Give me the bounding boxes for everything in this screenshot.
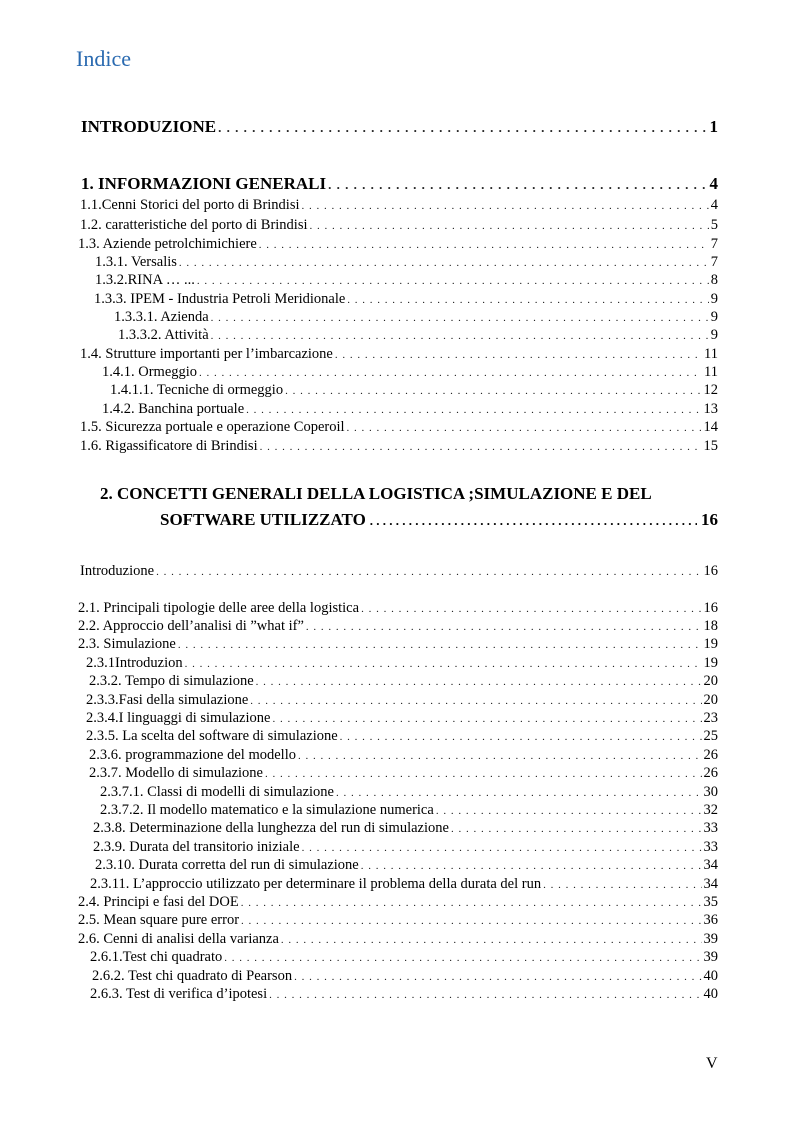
dot-leader: [302, 197, 709, 214]
toc-page: 34: [703, 857, 718, 873]
dot-leader: [241, 912, 701, 929]
dot-leader: [340, 728, 702, 745]
toc-entry[interactable]: [95, 271, 718, 289]
toc-entry[interactable]: [78, 235, 718, 253]
toc-page: 40: [703, 986, 718, 1002]
toc-label: INTRODUZIONE: [81, 117, 217, 136]
toc-entry[interactable]: [80, 437, 718, 455]
toc-label: SOFTWARE UTILIZZATO: [160, 510, 366, 529]
dot-leader: [451, 820, 702, 837]
dot-leader: [256, 673, 702, 690]
toc-label: 1.2. caratteristiche del porto di Brindisi: [80, 217, 308, 233]
toc-page: 25: [703, 728, 718, 744]
toc-page: 12: [703, 382, 718, 398]
toc-entry[interactable]: [102, 400, 718, 418]
toc-entry[interactable]: [78, 930, 718, 948]
dot-leader: [298, 747, 702, 764]
dot-leader: [241, 894, 702, 911]
page-title: Indice: [76, 46, 131, 71]
dot-leader: [185, 655, 702, 672]
dot-leader: [328, 174, 707, 195]
toc-entry[interactable]: [80, 196, 718, 214]
toc-page: 33: [703, 839, 718, 855]
toc-label: 2.3. Simulazione: [78, 636, 176, 652]
toc-label: 2.3.2. Tempo di simulazione: [89, 673, 254, 689]
toc-entry[interactable]: [118, 326, 718, 344]
dot-leader: [246, 401, 701, 418]
toc-entry[interactable]: [86, 654, 718, 672]
toc-entry[interactable]: [95, 253, 718, 271]
toc-label: 2.3.11. L’approccio utilizzato per determinare il problema della durata del run: [90, 876, 542, 892]
toc-label: 2.3.9. Durata del transitorio iniziale: [93, 839, 300, 855]
toc-page: 30: [703, 784, 718, 800]
toc-page: 8: [710, 272, 718, 288]
toc-label: 2.1. Principali tipologie delle aree della logistica: [78, 600, 360, 616]
toc-label: 2.3.5. La scelta del software di simulazione: [86, 728, 338, 744]
dot-leader: [178, 636, 702, 653]
dot-leader: [347, 291, 708, 308]
toc-entry[interactable]: [114, 308, 718, 326]
toc-label: 2.3.3.Fasi della simulazione: [86, 692, 249, 708]
chapter-2-title-line-2: [100, 507, 718, 534]
page-number: V: [706, 1055, 718, 1072]
dot-leader: [197, 272, 709, 289]
toc-page: 33: [703, 820, 718, 836]
toc-page: 26: [703, 747, 718, 763]
dot-leader: [336, 784, 702, 801]
toc-label: 1.3.3.1. Azienda: [114, 309, 209, 325]
toc-page: 23: [703, 710, 718, 726]
dot-leader: [269, 986, 701, 1003]
toc-label: 2.6.3. Test di verifica d’ipotesi: [90, 986, 268, 1002]
toc-entry[interactable]: [86, 727, 718, 745]
toc-label: 1.3. Aziende petrolchimichiere: [78, 236, 257, 252]
toc-label: 2.3.7.1. Classi di modelli di simulazione: [100, 784, 334, 800]
toc-label: 1.4.2. Banchina portuale: [102, 401, 245, 417]
toc-page: 18: [703, 618, 718, 634]
toc-label: 2.3.6. programmazione del modello: [89, 747, 296, 763]
toc-entry[interactable]: [94, 290, 718, 308]
toc-label: 2.3.4.I linguaggi di simulazione: [86, 710, 271, 726]
toc-entry[interactable]: [78, 617, 718, 635]
toc-page: 7: [710, 254, 718, 270]
toc-page: 39: [703, 949, 718, 965]
toc-page: 20: [703, 692, 718, 708]
toc-page: 19: [703, 636, 718, 652]
toc-label: 1.3.2.RINA … ...: [95, 272, 195, 288]
dot-leader: [265, 765, 702, 782]
toc-entry[interactable]: [89, 746, 718, 764]
toc-label: 2.6. Cenni di analisi della varianza: [78, 931, 279, 947]
toc-entry[interactable]: [80, 418, 718, 436]
toc-label: 1.3.3. IPEM - Industria Petroli Meridionale: [94, 291, 346, 307]
dot-leader: [370, 508, 697, 534]
toc-label: 1.4.1.1. Tecniche di ormeggio: [110, 382, 284, 398]
dot-leader: [347, 419, 702, 436]
toc-page: 26: [703, 765, 718, 781]
dot-leader: [361, 600, 701, 617]
toc-label: 2.2. Approccio dell’analisi di ”what if”: [78, 618, 304, 634]
toc-entry[interactable]: [80, 216, 718, 234]
dot-leader: [218, 117, 707, 138]
toc-entry[interactable]: [78, 635, 718, 653]
toc-page: 7: [710, 236, 718, 252]
dot-leader: [199, 364, 702, 381]
toc-page: 20: [703, 673, 718, 689]
toc-page: 13: [703, 401, 718, 417]
toc-label: 2.3.10. Durata corretta del run di simulazione: [95, 857, 359, 873]
toc-label: 2.6.1.Test chi quadrato: [90, 949, 223, 965]
toc-entry[interactable]: [93, 838, 718, 856]
toc-page: 4: [709, 174, 718, 193]
toc-label: 1. INFORMAZIONI GENERALI: [81, 174, 327, 193]
dot-leader: [306, 618, 702, 635]
toc-entry[interactable]: [110, 381, 718, 399]
chapter-2-title-line-1: 2. CONCETTI GENERALI DELLA LOGISTICA ;SIMULAZIONE E DEL: [100, 484, 652, 503]
dot-leader: [179, 254, 709, 271]
toc-page: 1: [709, 117, 718, 136]
toc-entry[interactable]: [92, 967, 718, 985]
toc-entry[interactable]: [102, 363, 718, 381]
toc-label: 1.3.3.2. Attività: [118, 327, 209, 343]
dot-leader: [302, 839, 702, 856]
toc-entry[interactable]: [95, 856, 718, 874]
toc-page: 39: [703, 931, 718, 947]
toc-entry[interactable]: [93, 819, 718, 837]
toc-entry[interactable]: [78, 911, 718, 929]
toc-page: 34: [703, 876, 718, 892]
toc-entry[interactable]: [90, 985, 718, 1003]
toc-page: 9: [710, 327, 718, 343]
dot-leader: [259, 236, 709, 253]
toc-page: 5: [710, 217, 718, 233]
dot-leader: [436, 802, 702, 819]
dot-leader: [224, 949, 701, 966]
toc-label: 2.3.8. Determinazione della lunghezza del run di simulazione: [93, 820, 449, 836]
toc-entry[interactable]: [90, 948, 718, 966]
toc-label: 1.5. Sicurezza portuale e operazione Coperoil: [80, 419, 345, 435]
dot-leader: [211, 327, 709, 344]
toc-label: 2.5. Mean square pure error: [78, 912, 240, 928]
toc-label: 2.6.2. Test chi quadrato di Pearson: [92, 968, 293, 984]
toc-entry[interactable]: [78, 893, 718, 911]
toc-page: 36: [703, 912, 718, 928]
toc-label: 2.3.7. Modello di simulazione: [89, 765, 263, 781]
toc-label: Introduzione: [80, 563, 155, 579]
toc-page: 9: [710, 291, 718, 307]
dot-leader: [543, 876, 701, 893]
dot-leader: [281, 931, 702, 948]
toc-label: 1.3.1. Versalis: [95, 254, 177, 270]
toc-label: 1.1.Cenni Storici del porto di Brindisi: [80, 197, 300, 213]
dot-leader: [250, 692, 701, 709]
toc-entry[interactable]: [86, 709, 718, 727]
toc-entry-chapter-1[interactable]: [81, 173, 718, 195]
dot-leader: [335, 346, 702, 363]
toc-page: 19: [703, 655, 718, 671]
toc-entry[interactable]: [100, 801, 718, 819]
dot-leader: [361, 857, 702, 874]
toc-entry[interactable]: [86, 691, 718, 709]
toc-page: 32: [703, 802, 718, 818]
toc-page: 40: [703, 968, 718, 984]
toc-label: 1.4. Strutture importanti per l’imbarcazione: [80, 346, 333, 362]
toc-page: 16: [701, 510, 718, 529]
toc-entry[interactable]: [90, 875, 718, 893]
toc-page: 4: [710, 197, 718, 213]
toc-page: 9: [710, 309, 718, 325]
toc-entry[interactable]: [100, 783, 718, 801]
toc-entry-introduzione-2[interactable]: [80, 562, 718, 580]
dot-leader: [310, 217, 709, 234]
toc-entry[interactable]: [89, 672, 718, 690]
dot-leader: [260, 438, 702, 455]
dot-leader: [211, 309, 709, 326]
toc-entry[interactable]: [89, 764, 718, 782]
toc-entry[interactable]: [78, 599, 718, 617]
toc-entry-chapter-2[interactable]: [100, 481, 718, 534]
toc-page: 15: [703, 438, 718, 454]
toc-label: 2.3.7.2. Il modello matematico e la simulazione numerica: [100, 802, 434, 818]
toc-label: 1.4.1. Ormeggio: [102, 364, 198, 380]
dot-leader: [272, 710, 701, 727]
toc-label: 1.6. Rigassificatore di Brindisi: [80, 438, 258, 454]
dot-leader: [285, 382, 701, 399]
dot-leader: [294, 968, 701, 985]
toc-page: 16: [703, 563, 718, 579]
dot-leader: [156, 563, 701, 580]
toc-page: 16: [703, 600, 718, 616]
toc-page: 14: [703, 419, 718, 435]
toc-page: 11: [704, 364, 718, 380]
toc-entry[interactable]: [80, 345, 718, 363]
toc-label: 2.4. Principi e fasi del DOE: [78, 894, 239, 910]
toc-page: 35: [703, 894, 718, 910]
toc-entry-introduzione[interactable]: [81, 116, 718, 138]
toc-page: 11: [704, 346, 718, 362]
toc-label: 2.3.1Introduzion: [86, 655, 183, 671]
